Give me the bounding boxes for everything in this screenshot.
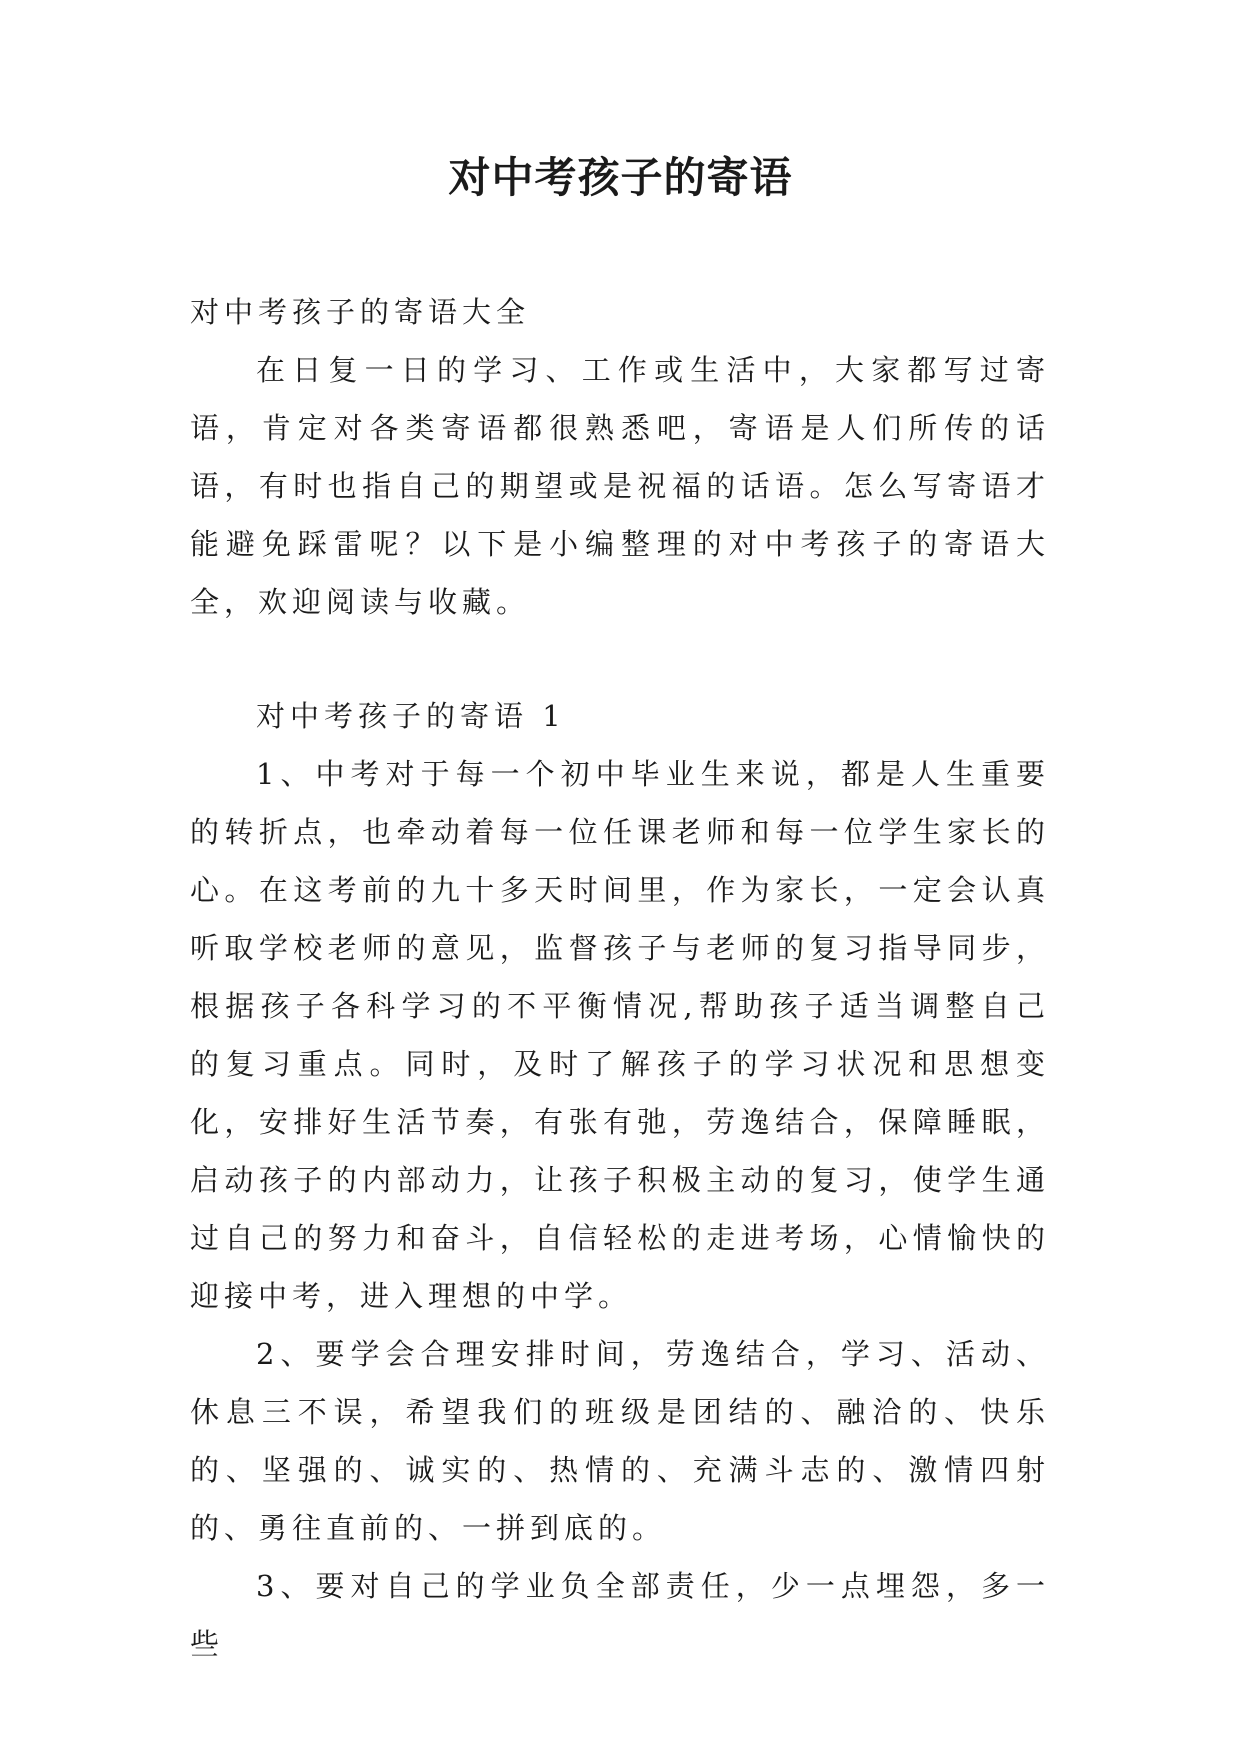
- list-item-2: 2、要学会合理安排时间，劳逸结合，学习、活动、休息三不误，希望我们的班级是团结的、融洽的、快乐的、坚强的、诚实的、热情的、充满斗志的、激情四射的、勇往直前的、一拼到底的。: [190, 1337, 1050, 1545]
- subtitle-paragraph: 对中考孩子的寄语大全: [190, 295, 531, 329]
- document-title: 对中考孩子的寄语: [448, 153, 793, 202]
- intro-paragraph: 在日复一日的学习、工作或生活中，大家都写过寄语，肯定对各类寄语都很熟悉吧，寄语是人们所传的话语，有时也指自己的期望或是祝福的话语。怎么写寄语才能避免踩雷呢？以下是小编整理的对中考孩子的寄语大全，欢迎阅读与收藏。: [190, 353, 1050, 619]
- section-heading: 对中考孩子的寄语 1: [256, 699, 566, 733]
- document-body: [190, 283, 1050, 1673]
- list-item-1: 1、中考对于每一个初中毕业生来说，都是人生重要的转折点，也牵动着每一位任课老师和每一位学生家长的心。在这考前的九十多天时间里，作为家长，一定会认真听取学校老师的意见，监督孩子与老师的复习指导同步，根据孩子各科学习的不平衡情况,帮助孩子适当调整自己的复习重点。同时，及时了解孩子的学习状况和思想变化，安排好生活节奏，有张有弛，劳逸结合，保障睡眠，启动孩子的内部动力，让孩子积极主动的复习，使学生通过自己的努力和奋斗，自信轻松的走进考场，心情愉快的迎接中考，进入理想的中学。: [190, 757, 1050, 1313]
- list-item-3: 3、要对自己的学业负全部责任，少一点埋怨，多一些: [190, 1569, 1050, 1661]
- paragraph-spacer: [190, 631, 1050, 687]
